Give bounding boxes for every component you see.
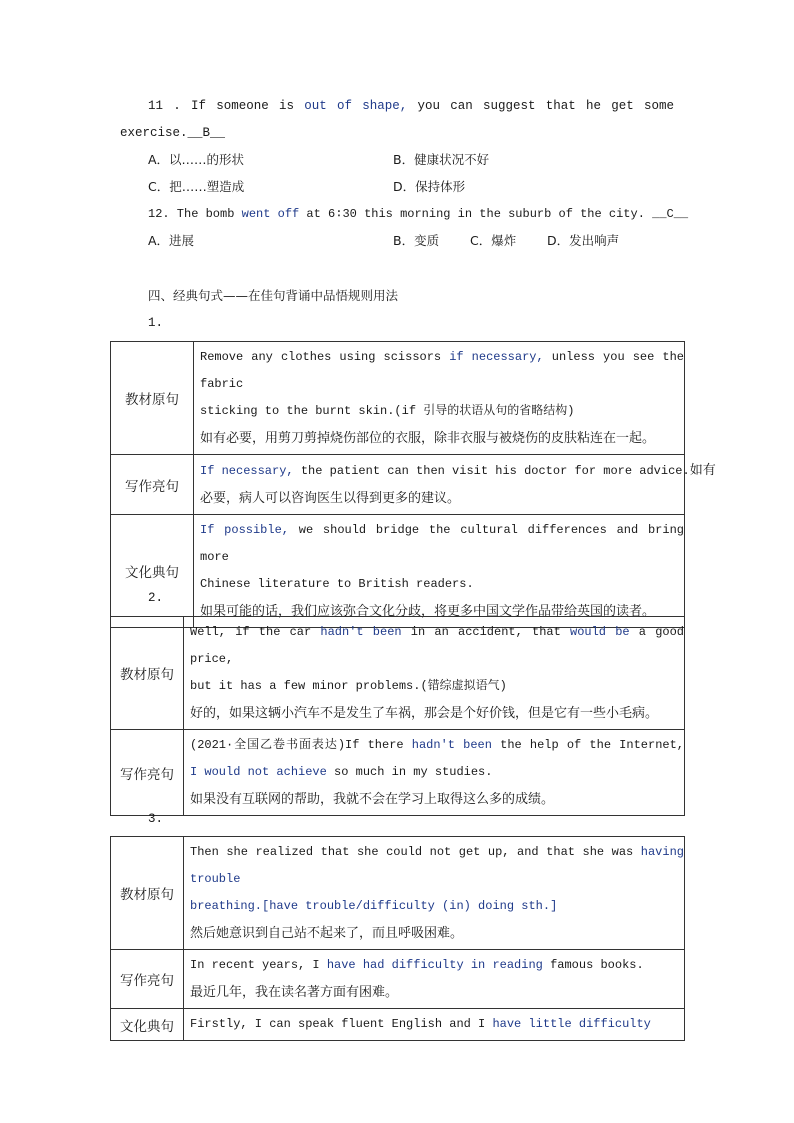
item-number-2: 2. (148, 591, 164, 605)
q11-option-d: D．保持体形 (393, 179, 466, 194)
row-content: Remove any clothes using scissors if necessary, unless you see the fabric sticking to the burnt skin.(if 引导的状语从句的省略结构) 如有必要，用剪刀剪掉烧伤部位的衣服，除非衣服与被烧伤的皮肤粘连在一起。 (194, 342, 685, 455)
q11-line-1: 11 . If someone is out of shape, you can suggest that he get some (148, 99, 675, 113)
q11-answer: __B__ (187, 126, 226, 140)
row-content: If necessary, the patient can then visit his doctor for more advice.如有 必要，病人可以咨询医生以得到更多的建议。 (194, 455, 685, 515)
item-number-3: 3. (148, 812, 164, 826)
table-3 (110, 836, 685, 1041)
q11-option-a: A．以……的形状 (148, 152, 245, 167)
q12-line: 12. The bomb went off at 6∶30 this morning in the suburb of the city. __C__ (148, 207, 689, 221)
q11-option-b: B．健康状况不好 (393, 152, 490, 167)
row-label: 文化典句 (111, 515, 194, 628)
row-content: If possible, we should bridge the cultural differences and bring more Chinese literature to British readers. 如果可能的话，我们应该弥合文化分歧，将更多中国文学作品带给英国的读者。 (194, 515, 685, 628)
row-label: 写作亮句 (111, 455, 194, 515)
table-row (111, 837, 685, 950)
q12-option-b: B．变质 (393, 233, 440, 248)
row-label: 教材原句 (111, 617, 184, 730)
row-label: 写作亮句 (111, 950, 184, 1009)
row-content: Then she realized that she could not get up, and that she was having trouble breathing.[have trouble/difficulty (in) doing sth.] 然后她意识到自己站不起来了，而且呼吸困难。 (184, 837, 685, 950)
q11-line-2: exercise.__B__ (120, 126, 226, 140)
table-row (111, 617, 685, 730)
q12-option-d: D．发出响声 (547, 233, 620, 248)
table-row (111, 515, 685, 628)
table-1 (110, 341, 716, 628)
row-content: Firstly, I can speak fluent English and I have little difficulty (184, 1009, 685, 1041)
q12-option-c: C．爆炸 (470, 233, 517, 248)
table-row (111, 342, 685, 455)
q11-option-c: C．把……塑造成 (148, 179, 245, 194)
table-2 (110, 616, 685, 816)
q12-answer: __C__ (652, 207, 689, 221)
row-label: 教材原句 (111, 837, 184, 950)
row-content: Well, if the car hadn't been in an accident, that would be a good price, but it has a few minor problems.(错综虚拟语气) 好的，如果这辆小汽车不是发生了车祸，那会是个好价钱，但是它有一些小毛病。 (184, 617, 685, 730)
q12-option-a: A．进展 (148, 233, 195, 248)
table-row (111, 455, 685, 515)
table-row (111, 1009, 685, 1041)
row-label: 教材原句 (111, 342, 194, 455)
item-number-1: 1. (148, 316, 164, 330)
section-title: 四、经典句式——在佳句背诵中品悟规则用法 (148, 288, 399, 303)
row-content: In recent years, I have had difficulty in reading famous books. 最近几年，我在读名著方面有困难。 (184, 950, 685, 1009)
row-label: 写作亮句 (111, 730, 184, 816)
table-row (111, 950, 685, 1009)
row-label: 文化典句 (111, 1009, 184, 1041)
table-row (111, 730, 685, 816)
row-content: (2021·全国乙卷书面表达)If there hadn't been the help of the Internet, I would not achieve so much in my studies. 如果没有互联网的帮助，我就不会在学习上取得这么多的成绩。 (184, 730, 685, 816)
